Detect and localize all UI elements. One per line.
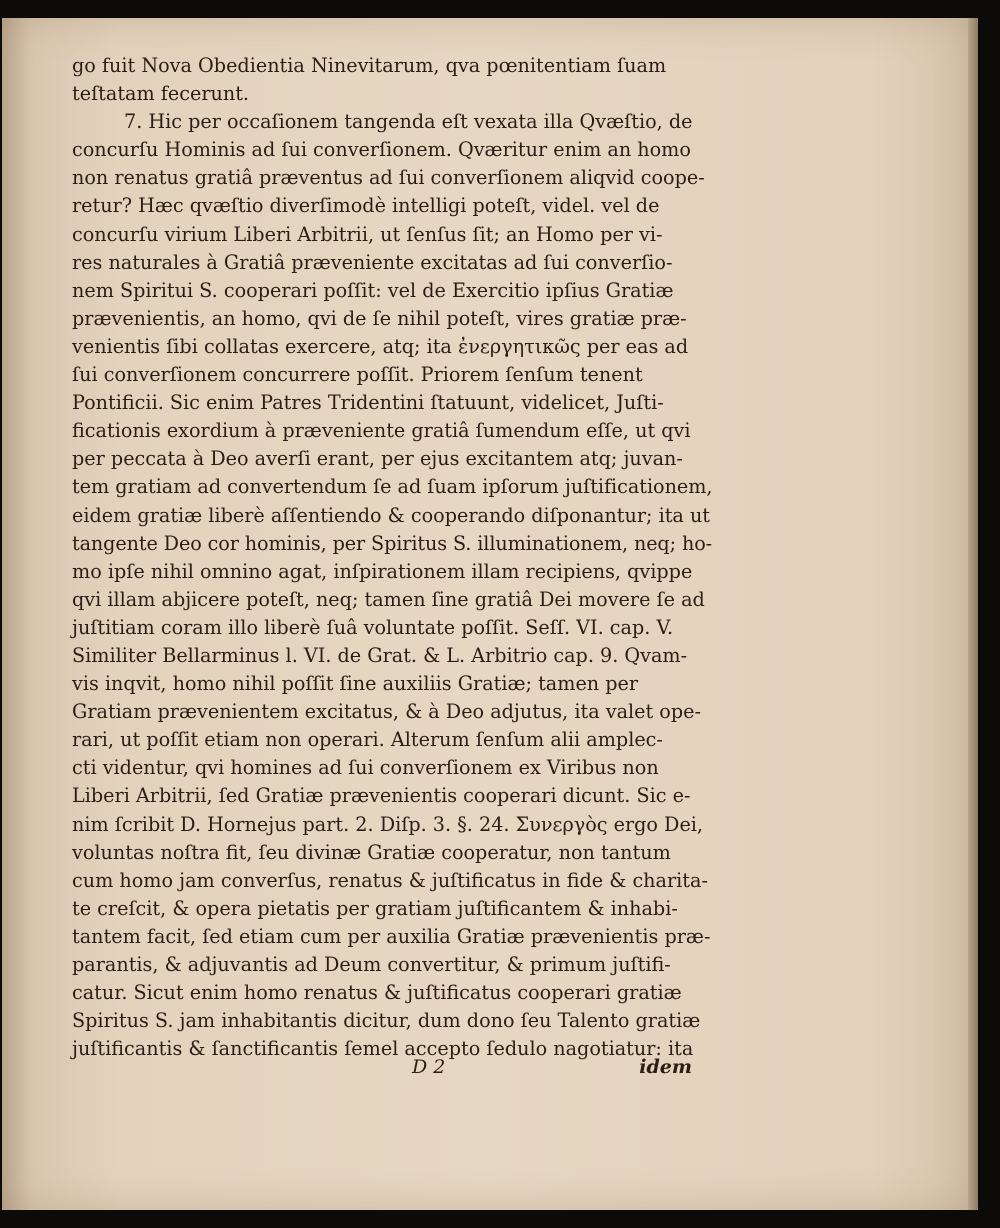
- text-line: teſtatam fecerunt.: [72, 82, 250, 106]
- text-line: Liberi Arbitrii, ſed Gratiæ prævenientis cooperari dicunt. Sic e-: [72, 784, 691, 808]
- text-line: cum homo jam converſus, renatus & juſtificatus in fide & charita-: [72, 868, 708, 892]
- text-line: prævenientis, an homo, qvi de ſe nihil poteſt, vires gratiæ præ-: [72, 306, 687, 330]
- text-line: nem Spiritui S. cooperari poſſit: vel de Exercitio ipſius Gratiæ: [72, 278, 674, 302]
- text-line: eidem gratiæ liberè aſſentiendo & cooperando diſponantur; ita ut: [72, 503, 711, 527]
- text-line: catur. Sicut enim homo renatus & juſtificatus cooperari gratiæ: [72, 981, 682, 1005]
- text-line: vis inqvit, homo nihil poſſit ſine auxiliis Gratiæ; tamen per: [72, 672, 639, 696]
- text-line: juſtitiam coram illo liberè ſuâ voluntate poſſit. Seſſ. VI. cap. V.: [72, 615, 674, 639]
- text-line: concurſu Hominis ad ſui converſionem. Qværitur enim an homo: [72, 138, 691, 162]
- text-line: venientis ſibi collatas exercere, atq; ita ἐνεργητικῶς per eas ad: [72, 334, 689, 358]
- text-line: tem gratiam ad convertendum ſe ad ſuam ipſorum juſtificationem,: [72, 475, 713, 499]
- text-line: 7. Hic per occaſionem tangenda eſt vexata illa Qvæſtio, de: [124, 110, 693, 134]
- text-line: Gratiam prævenientem excitatus, & à Deo adjutus, ita valet ope-: [72, 700, 701, 724]
- text-line: nim ſcribit D. Hornejus part. 2. Diſp. 3. §. 24. Συνεργὸς ergo Dei,: [72, 812, 704, 836]
- text-line: retur? Hæc qvæſtio diverſimodè intelligi poteſt, videl. vel de: [72, 194, 660, 218]
- text-line: qvi illam abjicere poteſt, neq; tamen ſine gratiâ Dei movere ſe ad: [72, 587, 705, 611]
- text-line: tangente Deo cor hominis, per Spiritus S. illuminationem, neq; ho-: [72, 531, 713, 555]
- text-line: cti videntur, qvi homines ad ſui converſionem ex Viribus non: [72, 756, 659, 780]
- text-line: mo ipſe nihil omnino agat, inſpirationem illam recipiens, qvippe: [72, 559, 693, 583]
- page-body: [72, 52, 712, 1063]
- page-footer: [72, 1056, 712, 1086]
- text-line: Similiter Bellarminus l. VI. de Grat. & L. Arbitrio cap. 9. Qvam-: [72, 643, 688, 667]
- text-line: voluntas noſtra fit, ſeu divinæ Gratiæ cooperatur, non tantum: [72, 840, 671, 864]
- text-line: concurſu virium Liberi Arbitrii, ut ſenſus ſit; an Homo per vi-: [72, 222, 663, 246]
- text-line: per peccata à Deo averſi erant, per ejus excitantem atq; juvan-: [72, 447, 683, 471]
- text-line: ficationis exordium à præveniente gratiâ ſumendum eſſe, ut qvi: [72, 419, 691, 443]
- signature-mark: D 2: [412, 1056, 446, 1078]
- text-line: Spiritus S. jam inhabitantis dicitur, dum dono ſeu Talento gratiæ: [72, 1009, 701, 1033]
- text-line: Pontificii. Sic enim Patres Tridentini ſtatuunt, videlicet, Juſti-: [72, 391, 664, 415]
- text-line: te creſcit, & opera pietatis per gratiam juſtificantem & inhabi-: [72, 896, 678, 920]
- page-edge: [968, 18, 978, 1210]
- text-line: rari, ut poſſit etiam non operari. Alterum ſenſum alii amplec-: [72, 728, 663, 752]
- text-line: go fuit Nova Obedientia Ninevitarum, qva pœnitentiam ſuam: [72, 54, 667, 77]
- text-line: non renatus gratiâ præventus ad ſui converſionem aliqvid coope-: [72, 166, 705, 190]
- text-line: juſtificantis & ſanctificantis ſemel accepto ſedulo nagotiatur: ita: [72, 1037, 694, 1061]
- text-line: tantem facit, ſed etiam cum per auxilia Gratiæ prævenientis præ-: [72, 924, 711, 948]
- catchword: idem: [639, 1056, 692, 1078]
- text-line: res naturales à Gratiâ præveniente excitatas ad ſui converſio-: [72, 250, 673, 274]
- text-line: ſui converſionem concurrere poſſit. Priorem ſenſum tenent: [72, 363, 643, 387]
- text-line: parantis, & adjuvantis ad Deum convertitur, & primum juſtifi-: [72, 953, 671, 976]
